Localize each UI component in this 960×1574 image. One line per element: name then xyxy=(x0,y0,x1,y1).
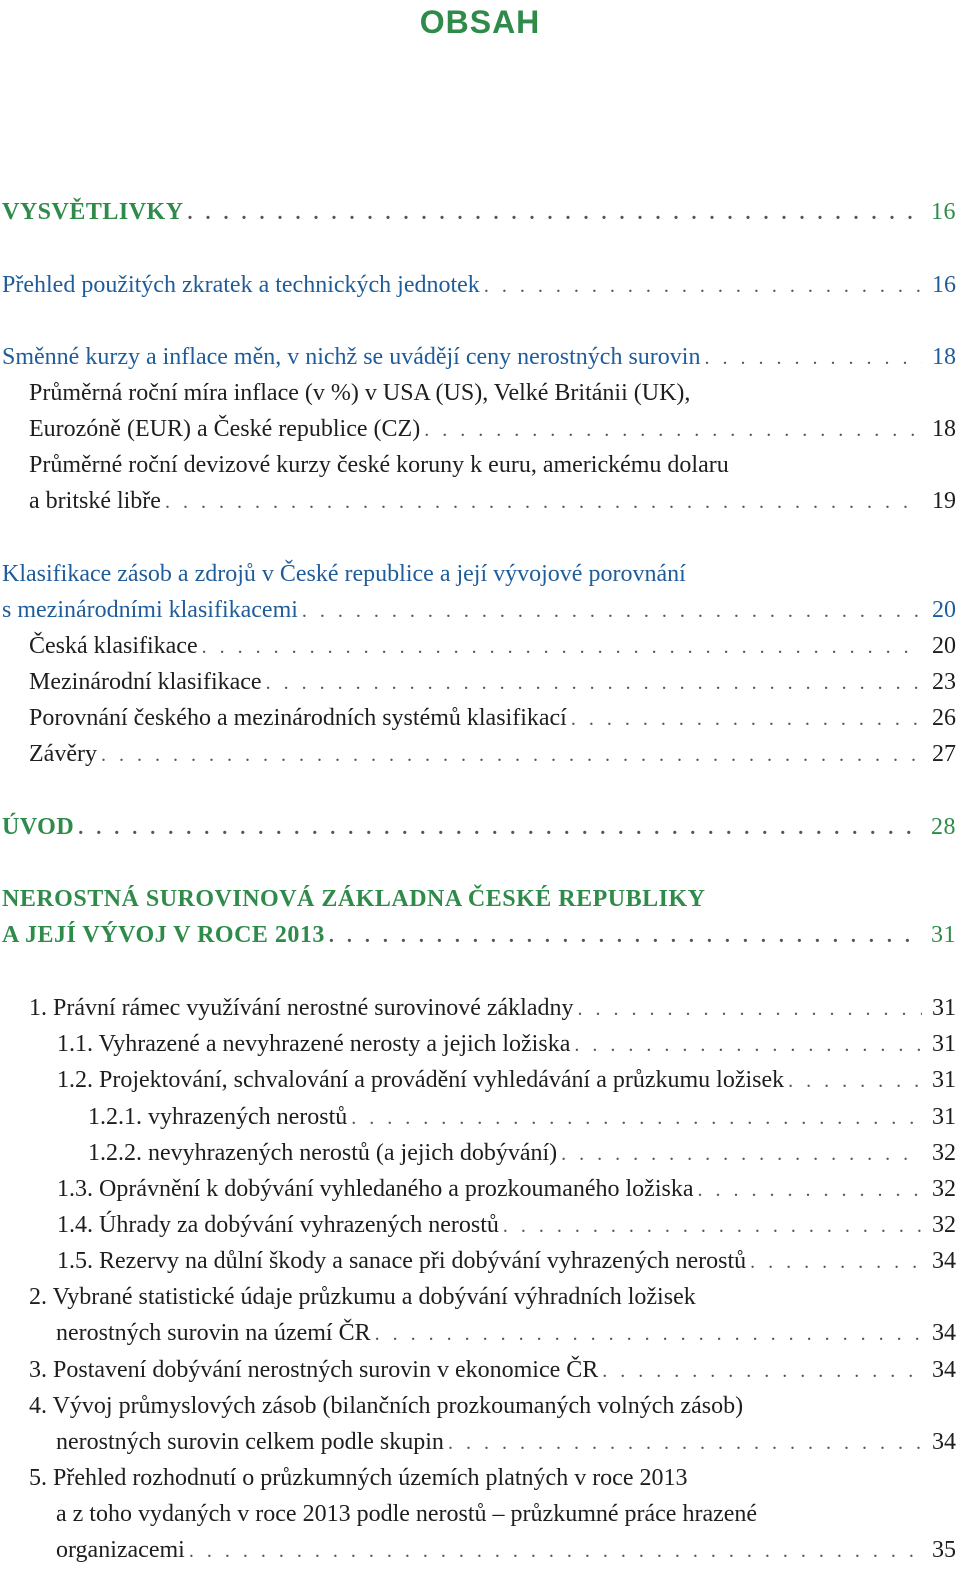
toc-entry-label-line2: A JEJÍ VÝVOJ V ROCE 2013 xyxy=(2,922,325,948)
toc-entry[interactable] xyxy=(29,700,956,736)
toc-page-number: 34 xyxy=(932,1357,956,1383)
toc-page-number: 31 xyxy=(932,1067,956,1093)
toc-page-number: 34 xyxy=(932,1320,956,1346)
toc-entry-label-line1: Klasifikace zásob a zdrojů v České republice a její vývojové porovnání xyxy=(2,561,686,587)
toc-entry[interactable] xyxy=(57,1243,956,1279)
toc-entry-nerostna-zakladna[interactable] xyxy=(2,881,956,953)
toc-page-number: 35 xyxy=(932,1537,956,1563)
toc-entry[interactable] xyxy=(88,1099,956,1135)
leader-dots xyxy=(298,593,922,629)
toc-entry[interactable] xyxy=(29,1279,956,1351)
toc-entry-label: ÚVOD xyxy=(2,814,75,840)
leader-dots xyxy=(694,1172,923,1208)
toc-entry[interactable] xyxy=(29,447,956,519)
toc-entry-label: 1.4. Úhrady za dobývání vyhrazených nerostů xyxy=(57,1212,499,1238)
toc-entry[interactable] xyxy=(57,1062,956,1098)
toc-page-number: 27 xyxy=(932,741,956,767)
leader-dots xyxy=(598,1353,922,1389)
toc-entry-label: 1.5. Rezervy na důlní škody a sanace při dobývání vyhrazených nerostů xyxy=(57,1248,747,1274)
toc-entry[interactable] xyxy=(29,736,956,772)
toc-entry-label: Přehled použitých zkratek a technických jednotek xyxy=(2,272,480,298)
leader-dots xyxy=(184,195,921,231)
toc-page-number: 16 xyxy=(931,199,956,225)
toc-entry-label-line3: organizacemi xyxy=(56,1537,185,1563)
toc-entry-label-line1: 2. Vybrané statistické údaje průzkumu a dobývání výhradních ložisek xyxy=(29,1284,696,1310)
toc-entry[interactable] xyxy=(88,1135,956,1171)
toc-entry[interactable] xyxy=(29,1388,956,1460)
toc-entry-label: 3. Postavení dobývání nerostných surovin v ekonomice ČR xyxy=(29,1357,599,1383)
toc-entry-label-line1: Průměrná roční míra inflace (v %) v USA (US), Velké Británii (UK), xyxy=(29,380,691,406)
toc-entry[interactable] xyxy=(57,1026,956,1062)
toc-entry-label: Porovnání českého a mezinárodních systémů klasifikací xyxy=(29,705,567,731)
leader-dots xyxy=(480,268,922,304)
toc-page-number: 18 xyxy=(932,344,956,370)
toc-entry[interactable] xyxy=(2,339,956,375)
leader-dots xyxy=(420,412,922,448)
toc-entry-label-line1: NEROSTNÁ SUROVINOVÁ ZÁKLADNA ČESKÉ REPUBLIKY xyxy=(2,886,706,912)
toc-entry[interactable] xyxy=(29,664,956,700)
leader-dots xyxy=(371,1316,922,1352)
leader-dots xyxy=(444,1425,922,1461)
toc-entry-label: 1.2. Projektování, schvalování a provádění vyhledávání a průzkumu ložisek xyxy=(57,1067,785,1093)
toc-entry-label: Směnné kurzy a inflace měn, v nichž se uvádějí ceny nerostných surovin xyxy=(2,344,701,370)
toc-entry[interactable] xyxy=(29,375,956,447)
toc-entry-label: 1. Právní rámec využívání nerostné surovinové základny xyxy=(29,995,574,1021)
toc-entry-uvod[interactable] xyxy=(2,809,956,845)
toc-page-number: 34 xyxy=(932,1248,956,1274)
toc-entry[interactable] xyxy=(29,1352,956,1388)
toc-entry-label-line2: Eurozóně (EUR) a České republice (CZ) xyxy=(29,416,421,442)
toc-entry-label: 1.3. Oprávnění k dobývání vyhledaného a prozkoumaného ložiska xyxy=(57,1176,694,1202)
toc-page-number: 23 xyxy=(932,669,956,695)
toc-page-number: 20 xyxy=(932,633,956,659)
toc-page-number: 31 xyxy=(932,995,956,1021)
toc-entry[interactable] xyxy=(2,267,956,303)
toc-page-number: 32 xyxy=(932,1140,956,1166)
toc-entry-label: Závěry xyxy=(29,741,97,767)
toc-entry[interactable] xyxy=(57,1171,956,1207)
leader-dots xyxy=(567,701,922,737)
leader-dots xyxy=(746,1244,922,1280)
toc-page-number: 32 xyxy=(932,1176,956,1202)
toc-entry-label-line1: 4. Vývoj průmyslových zásob (bilančních prozkoumaných volných zásob) xyxy=(29,1393,744,1419)
leader-dots xyxy=(499,1208,922,1244)
toc-page-number: 31 xyxy=(932,1031,956,1057)
toc-page-number: 16 xyxy=(932,272,956,298)
leader-dots xyxy=(347,1100,922,1136)
leader-dots xyxy=(74,810,921,846)
toc-entry-label: Mezinárodní klasifikace xyxy=(29,669,262,695)
toc-entry[interactable] xyxy=(2,556,956,628)
toc-entry-label-line1: 5. Přehled rozhodnutí o průzkumných územích platných v roce 2013 xyxy=(29,1465,688,1491)
toc-entry[interactable] xyxy=(29,1460,956,1568)
toc-entry-label-line2: s mezinárodními klasifikacemi xyxy=(2,597,298,623)
page-title: OBSAH xyxy=(419,4,541,40)
leader-dots xyxy=(557,1136,922,1172)
toc-page-number: 31 xyxy=(931,922,956,948)
toc-entry-label: 1.1. Vyhrazené a nevyhrazené nerosty a jejich ložiska xyxy=(57,1031,571,1057)
leader-dots xyxy=(325,918,921,954)
toc-entry[interactable] xyxy=(29,990,956,1026)
toc-entry-label-line1: Průměrné roční devizové kurzy české koruny k euru, americkému dolaru xyxy=(29,452,729,478)
toc-page-number: 32 xyxy=(932,1212,956,1238)
toc-page-number: 20 xyxy=(932,597,956,623)
leader-dots xyxy=(784,1063,922,1099)
toc-entry-label-line2: a britské libře xyxy=(29,488,161,514)
toc-page-number: 19 xyxy=(932,488,956,514)
toc-entry-label: 1.2.1. vyhrazených nerostů xyxy=(88,1104,348,1130)
toc-entry-label-line2: nerostných surovin celkem podle skupin xyxy=(56,1429,444,1455)
toc-entry[interactable] xyxy=(57,1207,956,1243)
leader-dots xyxy=(198,629,922,665)
toc-page-number: 26 xyxy=(932,705,956,731)
toc-entry-label: VYSVĚTLIVKY xyxy=(2,199,184,225)
toc-entry-label-line2: a z toho vydaných v roce 2013 podle nerostů – průzkumné práce hrazené xyxy=(56,1501,758,1527)
toc-page-number: 18 xyxy=(932,416,956,442)
leader-dots xyxy=(574,991,923,1027)
toc-entry-label: Česká klasifikace xyxy=(29,633,198,659)
toc-page-number: 28 xyxy=(931,814,956,840)
leader-dots xyxy=(161,484,922,520)
leader-dots xyxy=(262,665,922,701)
toc-entry-label-line2: nerostných surovin na území ČR xyxy=(56,1320,371,1346)
leader-dots xyxy=(700,340,922,376)
toc-page-number: 31 xyxy=(932,1104,956,1130)
toc-entry-label: 1.2.2. nevyhrazených nerostů (a jejich dobývání) xyxy=(88,1140,558,1166)
toc-entry[interactable] xyxy=(29,628,956,664)
toc-entry-vysvetlivky[interactable] xyxy=(2,194,956,230)
leader-dots xyxy=(570,1027,922,1063)
toc-page-number: 34 xyxy=(932,1429,956,1455)
leader-dots xyxy=(185,1533,922,1569)
leader-dots xyxy=(97,737,922,773)
